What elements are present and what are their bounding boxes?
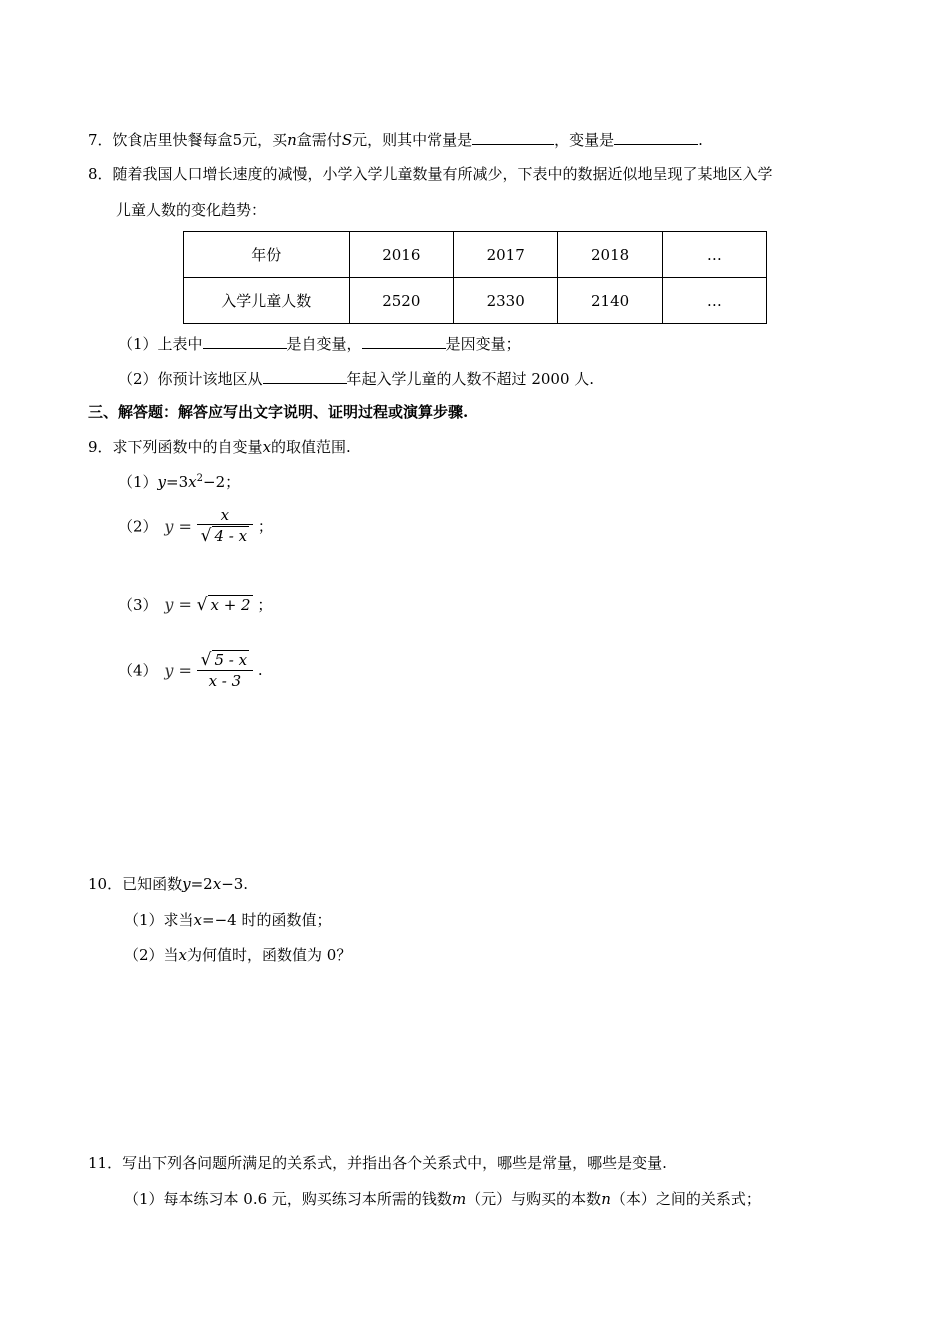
sub-label: （3） — [118, 596, 158, 614]
question-10 — [88, 874, 248, 894]
q8-sub2-text: 年起入学儿童的人数不超过 2000 人. — [346, 370, 595, 388]
math-denominator: x - 3 — [197, 670, 253, 690]
math-exponent: 2 — [196, 473, 203, 484]
table-cell: 2016 — [349, 232, 453, 278]
sub-label: （2） — [118, 517, 158, 536]
math-text: =2 — [190, 875, 213, 893]
enrollment-table — [183, 231, 767, 324]
question-number: 11． — [88, 1154, 123, 1172]
q7-var-s: S — [341, 131, 353, 149]
question-8-sub1 — [118, 332, 521, 354]
math-numerator — [197, 650, 253, 670]
q9-sub4 — [118, 650, 263, 690]
question-number: 8． — [88, 165, 113, 183]
table-cell: 2018 — [558, 232, 662, 278]
math-text: . — [257, 661, 263, 679]
sub-label: （1） — [118, 473, 158, 491]
q9-sub3 — [118, 594, 272, 615]
math-var: x — [178, 946, 188, 964]
math-denominator — [197, 524, 253, 546]
q9-sub2 — [118, 506, 273, 546]
q11-text: （本）之间的关系式； — [610, 1190, 761, 1208]
q10-text: （2）当 — [124, 946, 179, 964]
answer-blank-independent[interactable] — [203, 332, 287, 349]
q8-text: 儿童人数的变化趋势： — [116, 201, 267, 219]
q8-sub1-text: （1）上表中 — [118, 335, 203, 353]
math-var: n — [601, 1190, 611, 1208]
q7-text: ，变量是 — [554, 131, 615, 149]
math-text: −3. — [221, 875, 249, 893]
q7-var-n: n — [287, 131, 297, 149]
q9-var-x: x — [262, 438, 272, 456]
q9-text: 的取值范围. — [271, 438, 351, 456]
question-8-line2 — [116, 200, 266, 220]
q11-text: （1）每本练习本 0.6 元，购买练习本所需的钱数 — [124, 1190, 452, 1208]
answer-blank-constant[interactable] — [472, 128, 554, 145]
math-lhs: y = — [164, 516, 192, 536]
question-8-line1 — [88, 164, 773, 184]
q7-text: 饮食店里快餐每盒 — [112, 131, 233, 149]
question-11 — [88, 1153, 667, 1173]
question-9 — [88, 437, 351, 457]
math-sqrt — [197, 596, 253, 614]
math-text: ； — [257, 596, 273, 614]
math-radicand: 5 - x — [214, 651, 248, 669]
q10-text: （1）求当 — [124, 911, 194, 929]
q7-text: 元，则其中常量是 — [352, 131, 473, 149]
section-heading: 三、解答题：解答应写出文字说明、证明过程或演算步骤. — [88, 403, 469, 421]
math-lhs: y = — [164, 660, 192, 680]
answer-blank-variable[interactable] — [614, 128, 698, 145]
answer-blank-dependent[interactable] — [362, 332, 446, 349]
math-fraction — [197, 650, 253, 690]
q9-text: 求下列函数中的自变量 — [112, 438, 263, 456]
math-radicand: x + 2 — [210, 595, 251, 614]
q11-text: （元）与购买的本数 — [466, 1190, 602, 1208]
math-numerator: x — [220, 506, 230, 524]
q8-sub1-text: 是自变量， — [286, 335, 362, 353]
q10-sub1 — [124, 910, 331, 930]
table-cell: … — [662, 278, 766, 324]
q10-text: =−4 时的函数值； — [202, 911, 332, 929]
q10-sub2 — [124, 945, 351, 965]
sqrt-icon: √ — [200, 526, 212, 546]
math-var: x — [193, 911, 203, 929]
table-row — [184, 232, 767, 278]
q10-text: 为何值时，函数值为 0？ — [187, 946, 352, 964]
table-cell: 2140 — [558, 278, 662, 324]
q7-end: . — [698, 131, 703, 149]
question-7 — [88, 128, 703, 150]
table-cell: 入学儿童人数 — [184, 278, 350, 324]
math-var: x — [188, 473, 197, 491]
q8-text: 随着我国人口增长速度的减慢，小学入学儿童数量有所减少，下表中的数据近似地呈现了某地区入学 — [112, 165, 773, 183]
q11-text: 写出下列各问题所满足的关系式，并指出各个关系式中，哪些是常量，哪些是变量. — [122, 1154, 667, 1172]
q8-sub1-text: 是因变量； — [445, 335, 521, 353]
question-number: 9． — [88, 438, 113, 456]
math-var: y — [157, 473, 167, 491]
table-cell: 2330 — [454, 278, 558, 324]
q9-sub1 — [118, 472, 240, 492]
table-cell: … — [662, 232, 766, 278]
math-text: −2； — [203, 473, 241, 491]
math-fraction — [197, 506, 253, 546]
sqrt-icon: √ — [200, 650, 212, 670]
math-lhs: y = — [164, 595, 192, 614]
math-var: x — [212, 875, 222, 893]
table-cell: 2017 — [454, 232, 558, 278]
question-number: 10． — [88, 875, 123, 893]
math-var: y — [182, 875, 191, 893]
question-number: 7． — [88, 131, 113, 149]
q7-text: 盒需付 — [296, 131, 342, 149]
sqrt-icon: √ — [196, 594, 208, 615]
q8-sub2-text: （2）你预计该地区从 — [118, 370, 263, 388]
table-row — [184, 278, 767, 324]
q11-sub1 — [124, 1189, 761, 1209]
q7-value: 5 — [232, 131, 243, 149]
math-radicand: 4 - x — [214, 527, 248, 545]
answer-blank-year[interactable] — [263, 367, 347, 384]
q7-text: 元，买 — [242, 131, 288, 149]
math-var: m — [451, 1190, 467, 1208]
q10-text: 已知函数 — [122, 875, 183, 893]
math-text: ； — [257, 517, 273, 536]
table-cell: 2520 — [349, 278, 453, 324]
sub-label: （4） — [118, 661, 158, 680]
table-cell: 年份 — [184, 232, 350, 278]
math-text: =3 — [166, 473, 189, 491]
question-8-sub2 — [118, 367, 594, 389]
